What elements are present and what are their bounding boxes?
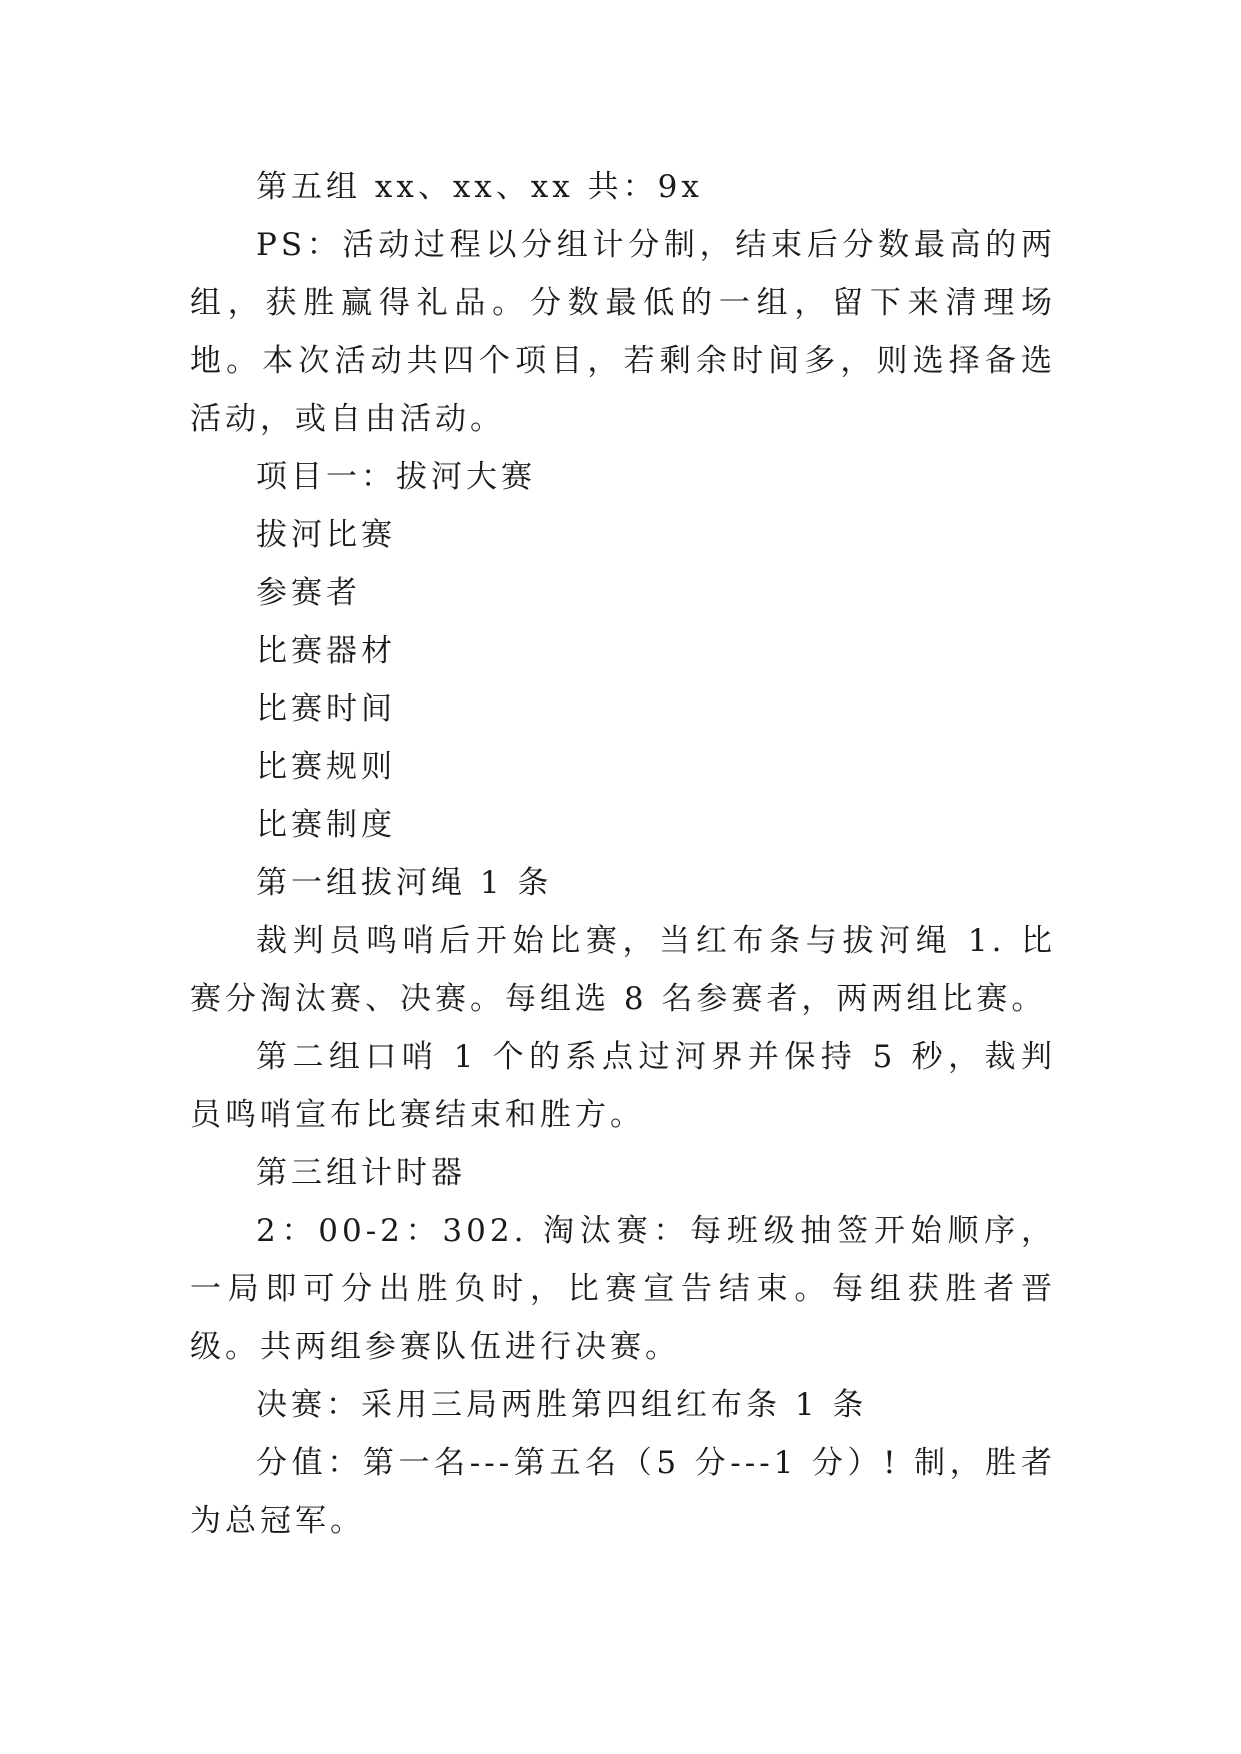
paragraph-system: 比赛制度 <box>256 807 396 843</box>
paragraph-equipment: 比赛器材 <box>256 633 396 669</box>
paragraph-participants: 参赛者 <box>256 575 361 611</box>
paragraph-final: 决赛：采用三局两胜第四组红布条 1 条 <box>256 1387 868 1423</box>
paragraph-rules: 比赛规则 <box>256 749 396 785</box>
paragraph-group-three: 第三组计时器 <box>256 1155 466 1191</box>
paragraph-group-five: 第五组 xx、xx、xx 共：9x <box>256 169 703 205</box>
paragraph-referee-start: 裁判员鸣哨后开始比赛，当红布条与拔河绳 1. 比赛分淘汰赛、决赛。每组选 8 名参赛者，两两组比赛。 <box>190 923 1056 1017</box>
paragraph-tug-of-war: 拔河比赛 <box>256 517 396 553</box>
paragraph-scoring: 分值：第一名---第五名（5 分---1 分）! 制，胜者为总冠军。 <box>190 1445 1056 1539</box>
paragraph-group-two: 第二组口哨 1 个的系点过河界并保持 5 秒，裁判员鸣哨宣布比赛结束和胜方。 <box>190 1039 1056 1133</box>
paragraph-elimination: 2：00-2：302. 淘汰赛：每班级抽签开始顺序，一局即可分出胜负时，比赛宣告结束。每组获胜者晋级。共两组参赛队伍进行决赛。 <box>190 1213 1056 1365</box>
paragraph-ps-note: PS：活动过程以分组计分制，结束后分数最高的两组，获胜赢得礼品。分数最低的一组，留下来清理场地。本次活动共四个项目，若剩余时间多，则选择备选活动，或自由活动。 <box>190 227 1056 437</box>
paragraph-time: 比赛时间 <box>256 691 396 727</box>
paragraph-project-one-title: 项目一：拔河大赛 <box>256 459 536 495</box>
document-body <box>190 158 1056 1550</box>
paragraph-group-one: 第一组拔河绳 1 条 <box>256 865 553 901</box>
